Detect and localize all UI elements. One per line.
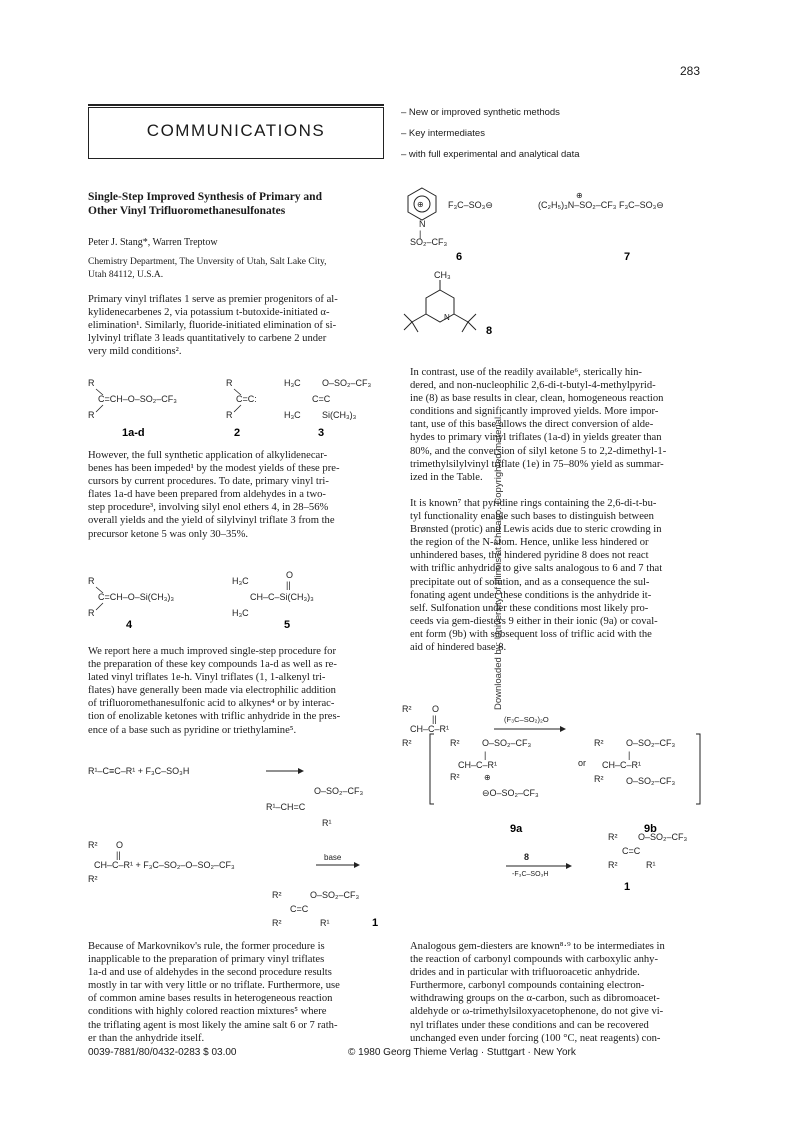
text-line: with triflic anhydride to give salts analogous to 6 and 7 that bbox=[410, 563, 663, 575]
svg-text:R²: R² bbox=[608, 832, 618, 842]
text-line: kylidenecarbenes 2, via potassium t-butoxide-initiated α- bbox=[88, 307, 330, 319]
text-line: very mild conditions². bbox=[88, 346, 182, 358]
compound-label-7: 7 bbox=[624, 251, 631, 263]
left-paragraph-2 bbox=[88, 449, 384, 541]
text-line: Analogous gem-diesters are known⁸·⁹ to be intermediates in bbox=[410, 941, 665, 952]
text-line: Primary vinyl triflates 1 serve as premier progenitors of al- bbox=[88, 294, 338, 305]
svg-text:R: R bbox=[88, 378, 95, 388]
svg-text:CH–C–R¹: CH–C–R¹ bbox=[410, 724, 450, 734]
svg-text:|: | bbox=[628, 750, 631, 760]
affiliation bbox=[88, 256, 327, 281]
svg-text:O–SO₂–CF₃: O–SO₂–CF₃ bbox=[322, 378, 372, 388]
left-paragraph-4 bbox=[88, 940, 384, 1045]
text-line: drides and in particular with trifluoroacetic anhydride. bbox=[410, 967, 640, 979]
svg-text:R¹: R¹ bbox=[320, 918, 330, 928]
header-bullets bbox=[401, 102, 580, 165]
svg-text:R²: R² bbox=[608, 860, 618, 870]
right-paragraph-2 bbox=[410, 497, 706, 654]
or-text: or bbox=[578, 758, 587, 768]
text-line: unhindered bases, the hindered pyridine 8 does not react bbox=[410, 550, 649, 562]
structures-6-7-8 bbox=[400, 180, 710, 345]
svg-text:CH–C–R¹: CH–C–R¹ bbox=[458, 760, 498, 770]
svg-text:R²: R² bbox=[272, 918, 282, 928]
svg-text:C=C: C=C bbox=[622, 846, 641, 856]
text-line: the region of the N-atom. Hence, unlike less hindered or bbox=[410, 537, 649, 549]
svg-text:R²: R² bbox=[88, 874, 98, 884]
header-rule bbox=[88, 104, 384, 106]
compound-label-1: 1 bbox=[372, 917, 379, 928]
svg-text:C=C: C=C bbox=[290, 904, 309, 914]
header-bullet: – Key intermediates bbox=[401, 128, 485, 139]
svg-text:⊖O–SO₂–CF₃: ⊖O–SO₂–CF₃ bbox=[482, 788, 539, 798]
header-bullet: – New or improved synthetic methods bbox=[401, 107, 560, 118]
svg-text:|: | bbox=[484, 750, 487, 760]
article-title-line: Other Vinyl Trifluoromethanesulfonates bbox=[88, 205, 286, 217]
text-line: ized in the Table. bbox=[410, 471, 483, 483]
text-line: precipitate out of solution, and as a consequence the sul- bbox=[410, 576, 650, 588]
text-line: We report here a much improved single-step procedure for bbox=[88, 646, 337, 657]
svg-text:N: N bbox=[419, 219, 426, 229]
structures-1-2-3 bbox=[86, 376, 386, 440]
svg-text:R: R bbox=[88, 576, 95, 586]
reagent-minus-acid: -F₃C–SO₃H bbox=[512, 871, 549, 878]
svg-text:R²: R² bbox=[594, 738, 604, 748]
svg-text:CH–C–Si(CH₃)₃: CH–C–Si(CH₃)₃ bbox=[250, 592, 314, 602]
text-line: overall yields and the yield of silylvinyl triflate 3 from the bbox=[88, 515, 335, 527]
svg-text:F₃C–SO₃⊖: F₃C–SO₃⊖ bbox=[448, 200, 493, 210]
text-line: unchanged even under forcing (100 °C, neat reagents) con- bbox=[410, 1032, 661, 1044]
svg-text:O–SO₂–CF₃: O–SO₂–CF₃ bbox=[310, 890, 360, 900]
compound-label-6: 6 bbox=[456, 251, 463, 263]
svg-text:O–SO₂–CF₃: O–SO₂–CF₃ bbox=[626, 738, 676, 748]
svg-text:O: O bbox=[432, 704, 440, 714]
article-title bbox=[88, 190, 322, 218]
text-line: tant, use of this base allows the direct conversion of alde- bbox=[410, 419, 654, 431]
text-line: ent form (9b) with subsequent loss of triflic acid with the bbox=[410, 628, 652, 640]
affiliation-line: Chemistry Department, The Unversity of Utah, Salt Lake City, bbox=[88, 257, 327, 267]
svg-text:R: R bbox=[88, 410, 95, 420]
text-line: fonating agent under these conditions is the anhydride it- bbox=[410, 589, 652, 601]
reaction-scheme-left bbox=[86, 764, 386, 928]
text-line: flates 1a-d have been prepared from aldehydes in a two- bbox=[88, 489, 326, 501]
reaction-scheme-right bbox=[400, 702, 710, 902]
download-watermark: Downloaded by: University of Illinois at Chicago. Copyrighted material. bbox=[493, 414, 505, 710]
compound-label-1-product: 1 bbox=[624, 881, 631, 893]
svg-text:base: base bbox=[324, 853, 342, 862]
article-title-line: Single-Step Improved Synthesis of Primary and bbox=[88, 191, 322, 203]
text-line: the reaction of carbonyl compounds with carboxylic anhy- bbox=[410, 954, 658, 966]
text-line: It is known⁷ that pyridine rings containing the 2,6-di-t-bu- bbox=[410, 498, 657, 509]
footer-code: 0039-7881/80/0432-0283 $ 03.00 bbox=[88, 1047, 237, 1058]
compound-label-4: 4 bbox=[126, 619, 133, 631]
compound-label-1a-d: 1a-d bbox=[122, 427, 145, 439]
text-line: lated vinyl triflates 1e-h. Vinyl triflates (1, 1-alkenyl tri- bbox=[88, 672, 326, 684]
text-line: elimination¹. Similarly, fluoride-initiated elimination of si- bbox=[88, 320, 337, 332]
svg-text:R: R bbox=[88, 608, 95, 618]
text-line: tion of enolizable ketones with triflic anhydride in the pres- bbox=[88, 711, 341, 723]
text-line: aldehyde or ω-trimethylsiloxyacetophenone, do not give vi- bbox=[410, 1006, 664, 1018]
svg-text:R²: R² bbox=[402, 704, 412, 714]
svg-text:O–SO₂–CF₃: O–SO₂–CF₃ bbox=[314, 786, 364, 796]
text-line: aid of hindered base 8. bbox=[410, 642, 507, 654]
svg-text:R²: R² bbox=[450, 772, 460, 782]
structures-4-5 bbox=[86, 570, 386, 632]
text-line: step procedure³, involving silyl enol ethers 4, in 28–56% bbox=[88, 502, 329, 514]
text-line: ence of a base such as pyridine or triethylamine⁵. bbox=[88, 724, 297, 736]
svg-text:R¹: R¹ bbox=[646, 860, 656, 870]
svg-text:R²: R² bbox=[450, 738, 460, 748]
svg-text:CH–C–R¹: CH–C–R¹ bbox=[602, 760, 642, 770]
text-line: Furthermore, carbonyl compounds containing electron- bbox=[410, 980, 645, 992]
text-line: lylvinyl triflate 3 leads quantitatively to carbene 2 under bbox=[88, 333, 327, 345]
compound-label-2: 2 bbox=[234, 427, 241, 439]
text-line: Because of Markovnikov's rule, the former procedure is bbox=[88, 941, 325, 952]
text-line: er than the anhydride itself. bbox=[88, 1032, 205, 1044]
svg-text:N: N bbox=[444, 313, 450, 322]
text-line: dered, and non-nucleophilic 2,6-di-t-butyl-4-methylpyrid- bbox=[410, 380, 656, 392]
authors: Peter J. Stang*, Warren Treptow bbox=[88, 237, 218, 248]
reagent-8: 8 bbox=[524, 852, 530, 862]
text-line: 80%, and the conversion of silyl ketone 5 to 2,2-dimethyl-1- bbox=[410, 445, 667, 457]
compound-label-8: 8 bbox=[486, 325, 493, 337]
text-line: mostly in tar with very little or no triflate. Furthermore, use bbox=[88, 980, 340, 992]
compound-label-9b: 9b bbox=[644, 823, 657, 835]
svg-text:|: | bbox=[419, 229, 422, 239]
text-line: conditions and significantly improved yields. More impor- bbox=[410, 406, 659, 418]
svg-text:(C₂H₅)₃N–SO₂–CF₃ F₃C–SO₃⊖: (C₂H₅)₃N–SO₂–CF₃ F₃C–SO₃⊖ bbox=[538, 200, 664, 210]
page-number: 283 bbox=[680, 64, 701, 78]
svg-text:||: || bbox=[116, 850, 121, 860]
svg-text:⊕: ⊕ bbox=[417, 200, 424, 209]
svg-text:||: || bbox=[432, 714, 437, 724]
svg-text:R: R bbox=[226, 410, 233, 420]
header-bullet: – with full experimental and analytical data bbox=[401, 149, 580, 160]
left-paragraph-3 bbox=[88, 645, 384, 737]
text-line: trimethylsilylvinyl triflate (1e) in 75–80% yield as summar- bbox=[410, 458, 664, 470]
affiliation-line: Utah 84112, U.S.A. bbox=[88, 269, 164, 280]
svg-text:O: O bbox=[286, 570, 294, 580]
text-line: inapplicable to the preparation of primary vinyl triflates bbox=[88, 954, 325, 966]
left-paragraph-1 bbox=[88, 293, 384, 358]
text-line: of trifluoromethanesulfonic acid to alkynes⁴ or by interac- bbox=[88, 698, 335, 710]
text-line: hydes to primary vinyl triflates (1a-d) in yields greater than bbox=[410, 432, 662, 444]
svg-text:C=C:: C=C: bbox=[236, 394, 257, 404]
svg-text:H₃C: H₃C bbox=[232, 576, 249, 586]
text-line: the preparation of these key compounds 1a-d as well as re- bbox=[88, 659, 337, 671]
reagent-tf2o: (F₃C–SO₂)₂O bbox=[504, 715, 549, 724]
right-paragraph-1 bbox=[410, 366, 706, 484]
text-line: self. Sulfonation under these conditions most likely pro- bbox=[410, 602, 649, 614]
text-line: ine (8) as base results in clear, clean, homogeneous reaction bbox=[410, 393, 664, 405]
section-title: COMMUNICATIONS bbox=[146, 121, 326, 140]
text-line: of common amine bases results in heterogeneous reaction bbox=[88, 993, 333, 1005]
svg-text:C=CH–O–Si(CH₃)₃: C=CH–O–Si(CH₃)₃ bbox=[98, 592, 175, 602]
text-line: nyl triflates under these conditions and can be recovered bbox=[410, 1019, 649, 1031]
compound-label-9a: 9a bbox=[510, 823, 523, 835]
text-line: Brønsted (protic) and Lewis acids due to steric crowding in bbox=[410, 524, 662, 536]
svg-text:Si(CH₃)₃: Si(CH₃)₃ bbox=[322, 410, 357, 420]
svg-text:H₃C: H₃C bbox=[232, 608, 249, 618]
compound-label-5: 5 bbox=[284, 619, 291, 631]
svg-text:R²: R² bbox=[272, 890, 282, 900]
svg-text:SO₂–CF₃: SO₂–CF₃ bbox=[410, 237, 448, 247]
text-line: tyl functionality enable such bases to distinguish between bbox=[410, 511, 654, 523]
text-line: flates) have generally been made via electrophilic addition bbox=[88, 685, 336, 697]
right-paragraph-3 bbox=[410, 940, 706, 1045]
svg-text:R²: R² bbox=[402, 738, 412, 748]
text-line: conditions with highly colored reaction mixtures⁵ where bbox=[88, 1006, 327, 1018]
svg-text:O–SO₂–CF₃: O–SO₂–CF₃ bbox=[482, 738, 532, 748]
svg-text:||: || bbox=[286, 580, 291, 590]
text-line: withdrawing groups on the α-carbon, such as dibromoacet- bbox=[410, 993, 660, 1005]
text-line: cursors by current procedures. To date, primary vinyl tri- bbox=[88, 476, 329, 488]
text-line: benes has been impeded¹ by the modest yields of these pre- bbox=[88, 463, 340, 475]
svg-text:⊕: ⊕ bbox=[576, 191, 583, 200]
text-line: However, the full synthetic application of alkylidenecar- bbox=[88, 450, 328, 461]
svg-text:R²: R² bbox=[88, 840, 98, 850]
text-line: precursor ketone 5 was only 30–35%. bbox=[88, 528, 249, 540]
svg-text:O: O bbox=[116, 840, 124, 850]
text-line: ceeds via gem-diesters 9 either in their ionic (9a) or coval- bbox=[410, 615, 658, 627]
svg-text:CH–C–R¹ + F₃C–SO₂–O–SO₂–CF₃: CH–C–R¹ + F₃C–SO₂–O–SO₂–CF₃ bbox=[94, 860, 235, 870]
text-line: 1a-d and use of aldehydes in the second procedure results bbox=[88, 967, 332, 979]
svg-text:R¹–C≡C–R¹ + F₃C–SO₃H: R¹–C≡C–R¹ + F₃C–SO₃H bbox=[88, 766, 190, 776]
svg-text:R¹–CH=C: R¹–CH=C bbox=[266, 802, 306, 812]
svg-text:H₃C: H₃C bbox=[284, 410, 301, 420]
svg-text:R¹: R¹ bbox=[322, 818, 332, 828]
svg-text:H₃C: H₃C bbox=[284, 378, 301, 388]
svg-text:CH₃: CH₃ bbox=[434, 270, 451, 280]
footer-copyright: © 1980 Georg Thieme Verlag · Stuttgart · New York bbox=[348, 1047, 576, 1058]
svg-text:C=CH–O–SO₂–CF₃: C=CH–O–SO₂–CF₃ bbox=[98, 394, 177, 404]
svg-text:O–SO₂–CF₃: O–SO₂–CF₃ bbox=[638, 832, 688, 842]
compound-label-3: 3 bbox=[318, 427, 325, 439]
svg-text:R: R bbox=[226, 378, 233, 388]
text-line: the triflating agent is most likely the amine salt 6 or 7 rath- bbox=[88, 1019, 338, 1031]
svg-text:R²: R² bbox=[594, 774, 604, 784]
svg-text:O–SO₂–CF₃: O–SO₂–CF₃ bbox=[626, 776, 676, 786]
svg-text:⊕: ⊕ bbox=[484, 773, 491, 782]
text-line: In contrast, use of the readily available⁶, sterically hin- bbox=[410, 367, 642, 378]
svg-text:C=C: C=C bbox=[312, 394, 331, 404]
